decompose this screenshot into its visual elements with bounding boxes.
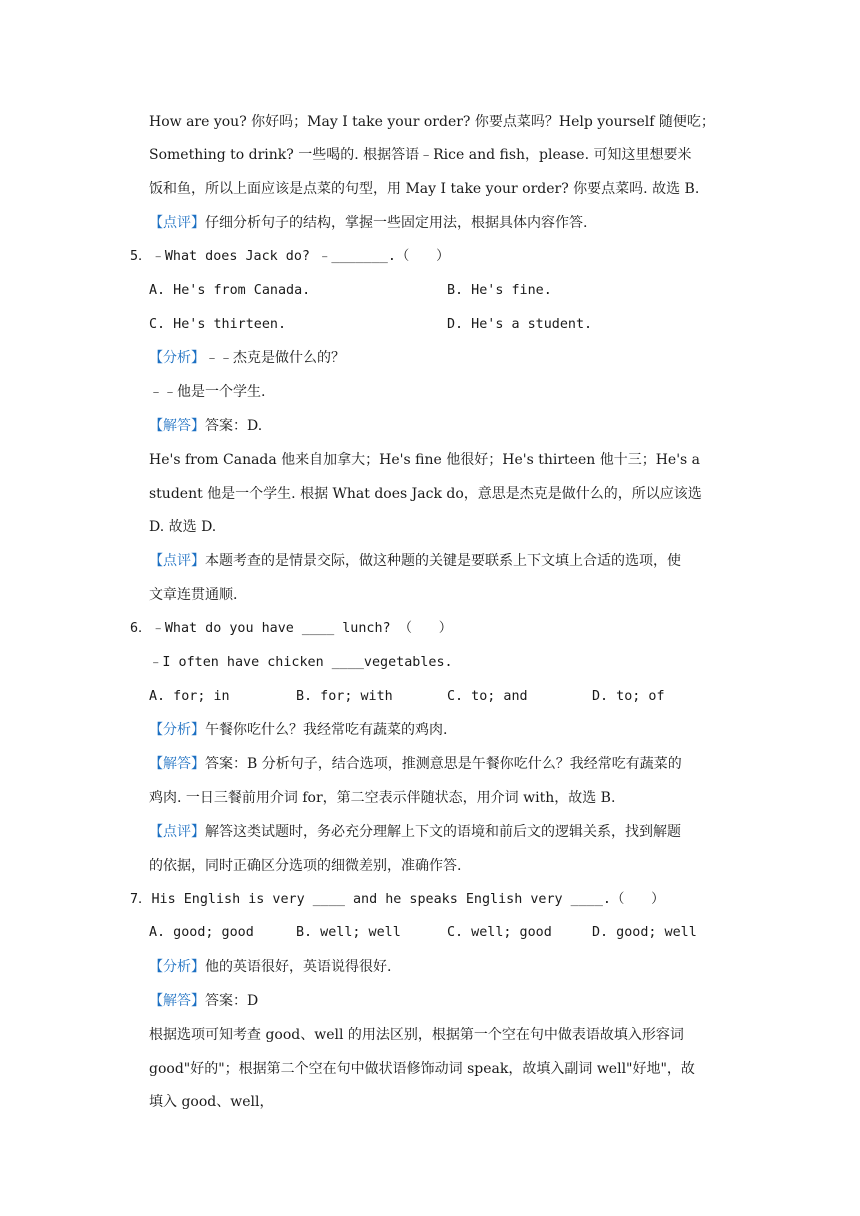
q6-comment-line-2: 的依据，同时正确区分选项的细微差别，准确作答.	[149, 858, 462, 874]
q7-stem: 7．His English is very ____ and he speaks English very ____.（ ）	[130, 892, 665, 907]
q5-option-d: D. He's a student.	[447, 317, 593, 332]
analysis-text: 他的英语很好，英语说得很好.	[205, 959, 392, 975]
q7-option-a: A. good; good	[149, 925, 254, 940]
analysis-tag: 【分析】	[149, 350, 205, 366]
comment-tag: 【点评】	[149, 215, 205, 231]
analysis-tag: 【分析】	[149, 722, 205, 738]
q6-option-c: C. to; and	[447, 689, 528, 704]
q5-option-a: A. He's from Canada.	[149, 283, 311, 298]
analysis-text: ﹣﹣杰克是做什么的？	[205, 350, 345, 366]
q5-options-row-1	[149, 281, 749, 301]
q6-stem-line-2: ﹣I often have chicken ____vegetables.	[149, 655, 453, 670]
q7-option-b: B. well; well	[296, 925, 401, 940]
q6-option-b: B. for; with	[296, 689, 393, 704]
q5-answer	[149, 416, 262, 436]
q5-analysis	[149, 348, 345, 368]
q5-explanation-line-3: D. 故选 D.	[149, 519, 217, 535]
answer-tag: 【解答】	[149, 993, 205, 1009]
q7-explanation-line-2: good"好的"；根据第二个空在句中做状语修饰动词 speak，故填入副词 well"好地"，故	[149, 1061, 695, 1077]
q5-option-c: C. He's thirteen.	[149, 317, 287, 332]
q5-options-row-2	[149, 315, 749, 335]
comment-text: 仔细分析句子的结构，掌握一些固定用法，根据具体内容作答.	[205, 215, 588, 231]
q4-explanation-line-1: How are you? 你好吗；May I take your order? 你要点菜吗？Help yourself 随便吃；	[149, 114, 715, 130]
q6-analysis	[149, 720, 447, 740]
q5-comment-line-2: 文章连贯通顺.	[149, 587, 238, 603]
q4-explanation-line-3: 饭和鱼，所以上面应该是点菜的句型，用 May I take your order? 你要点菜吗. 故选 B.	[149, 181, 700, 197]
q6-answer	[149, 754, 682, 774]
q7-explanation-line-3: 填入 good、well，	[149, 1094, 274, 1110]
answer-text: 答案：D	[205, 993, 259, 1009]
q5-comment	[149, 551, 681, 571]
answer-tag: 【解答】	[149, 418, 205, 434]
q7-option-c: C. well; good	[447, 925, 552, 940]
q7-explanation-line-1: 根据选项可知考查 good、well 的用法区别，根据第一个空在句中做表语故填入形容词	[149, 1027, 684, 1043]
comment-tag: 【点评】	[149, 553, 205, 569]
q5-stem: 5．﹣What does Jack do? ﹣_______.（ ）	[130, 249, 450, 264]
answer-tag: 【解答】	[149, 756, 205, 772]
q6-option-d: D. to; of	[592, 689, 665, 704]
q6-comment	[149, 822, 681, 842]
q5-explanation-line-2: student 他是一个学生. 根据 What does Jack do，意思是杰克是做什么的，所以应该选	[149, 486, 702, 502]
q5-option-b: B. He's fine.	[447, 283, 552, 298]
q6-option-a: A. for; in	[149, 689, 230, 704]
q6-stem: 6．﹣What do you have ____ lunch? （ ）	[130, 621, 453, 636]
q7-options-row	[149, 923, 749, 943]
analysis-tag: 【分析】	[149, 959, 205, 975]
q5-explanation-line-1: He's from Canada 他来自加拿大；He's fine 他很好；He's thirteen 他十三；He's a	[149, 452, 701, 468]
q4-explanation-line-2: Something to drink? 一些喝的. 根据答语﹣Rice and fish，please. 可知这里想要米	[149, 147, 692, 163]
q6-answer-line-2: 鸡肉. 一日三餐前用介词 for，第二空表示伴随状态，用介词 with，故选 B.	[149, 790, 616, 806]
q7-option-d: D. good; well	[592, 925, 697, 940]
answer-text: 答案：B 分析句子，结合选项，推测意思是午餐你吃什么？我经常吃有蔬菜的	[205, 756, 682, 772]
comment-text: 解答这类试题时，务必充分理解上下文的语境和前后文的逻辑关系，找到解题	[205, 824, 681, 840]
comment-text: 本题考查的是情景交际，做这种题的关键是要联系上下文填上合适的选项，使	[205, 553, 681, 569]
q4-comment	[149, 213, 587, 233]
comment-tag: 【点评】	[149, 824, 205, 840]
analysis-text: 午餐你吃什么？我经常吃有蔬菜的鸡肉.	[205, 722, 448, 738]
q7-answer	[149, 991, 258, 1011]
q6-options-row	[149, 687, 749, 707]
q7-analysis	[149, 957, 391, 977]
answer-text: 答案：D.	[205, 418, 263, 434]
q5-analysis-line-2: ﹣﹣他是一个学生.	[149, 384, 266, 400]
